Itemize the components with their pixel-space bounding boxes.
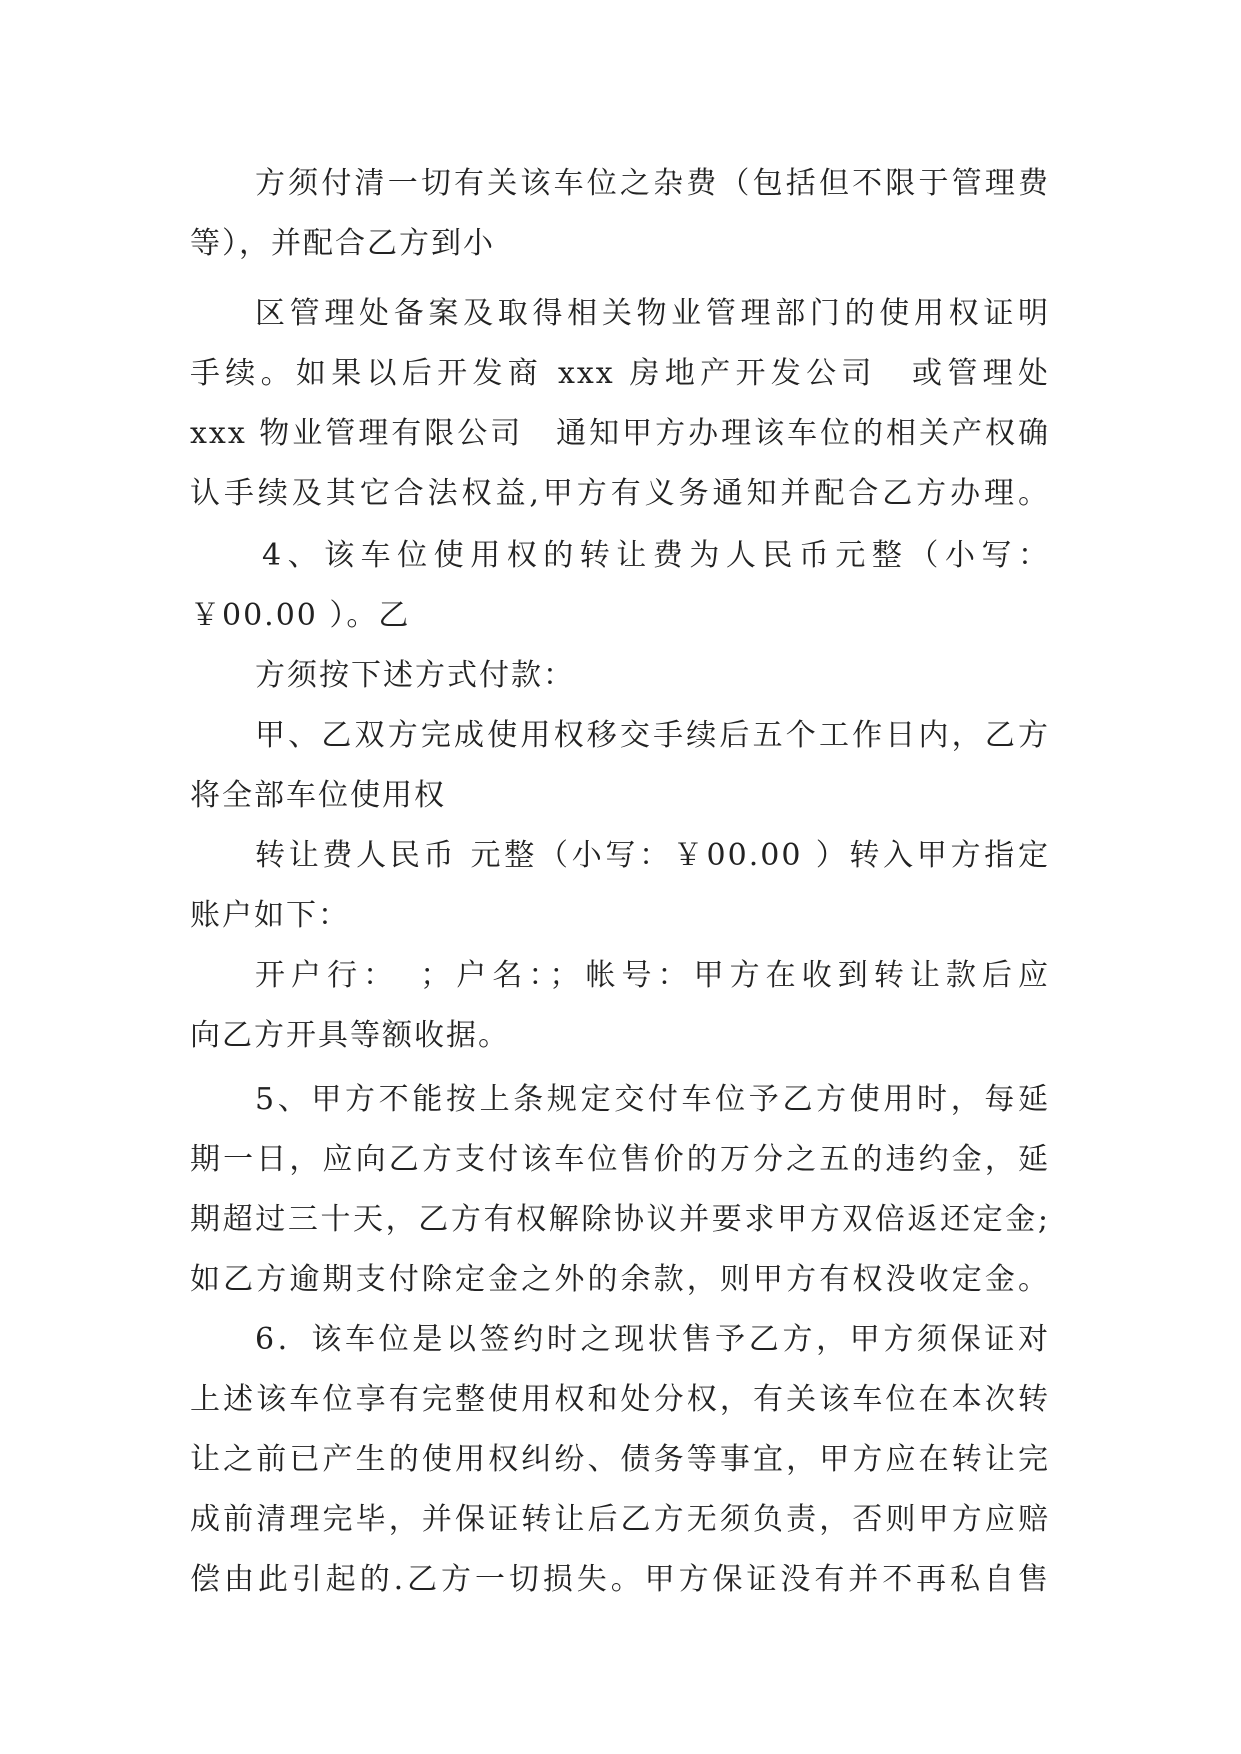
- text-line: 让之前已产生的使用权纠纷、债务等事宜，甲方应在转让完: [190, 1442, 1050, 1477]
- text-line: 认手续及其它合法权益,甲方有义务通知并配合乙方办理。: [190, 476, 1050, 511]
- text-line: ￥00.00 ）。乙: [190, 598, 411, 633]
- text-line: 如乙方逾期支付除定金之外的余款，则甲方有权没收定金。: [190, 1262, 1050, 1297]
- text-line: 方须付清一切有关该车位之杂费（包括但不限于管理费: [255, 166, 1050, 201]
- text-line: 成前清理完毕，并保证转让后乙方无须负责，否则甲方应赔: [190, 1502, 1050, 1537]
- text-line: 向乙方开具等额收据。: [190, 1018, 510, 1053]
- text-line: 5、甲方不能按上条规定交付车位予乙方使用时，每延: [255, 1082, 1050, 1117]
- text-line: 转让费人民币 元整（小写：￥00.00 ）转入甲方指定: [255, 838, 1050, 873]
- text-line: 6．该车位是以签约时之现状售予乙方，甲方须保证对: [255, 1322, 1050, 1357]
- text-line: 方须按下述方式付款：: [255, 658, 575, 693]
- text-line: 偿由此引起的.乙方一切损失。甲方保证没有并不再私自售: [190, 1562, 1050, 1597]
- text-line: 区管理处备案及取得相关物业管理部门的使用权证明: [255, 296, 1050, 331]
- text-line: 手续。如果以后开发商 xxx 房地产开发公司 或管理处: [190, 356, 1050, 391]
- text-line: 期一日，应向乙方支付该车位售价的万分之五的违约金，延: [190, 1142, 1050, 1177]
- text-line: 甲、乙双方完成使用权移交手续后五个工作日内，乙方: [255, 718, 1050, 753]
- text-line: xxx 物业管理有限公司 通知甲方办理该车位的相关产权确: [190, 416, 1050, 451]
- text-line: 将全部车位使用权: [190, 778, 446, 813]
- text-line: 上述该车位享有完整使用权和处分权，有关该车位在本次转: [190, 1382, 1050, 1417]
- text-line: 4、该车位使用权的转让费为人民币元整（小写：: [262, 538, 1050, 573]
- text-line: 期超过三十天，乙方有权解除协议并要求甲方双倍返还定金;: [190, 1202, 1050, 1237]
- text-line: 开户行： ；户名：；帐号：甲方在收到转让款后应: [255, 958, 1050, 993]
- text-line: 账户如下：: [190, 898, 350, 933]
- text-line: 等），并配合乙方到小: [190, 226, 495, 261]
